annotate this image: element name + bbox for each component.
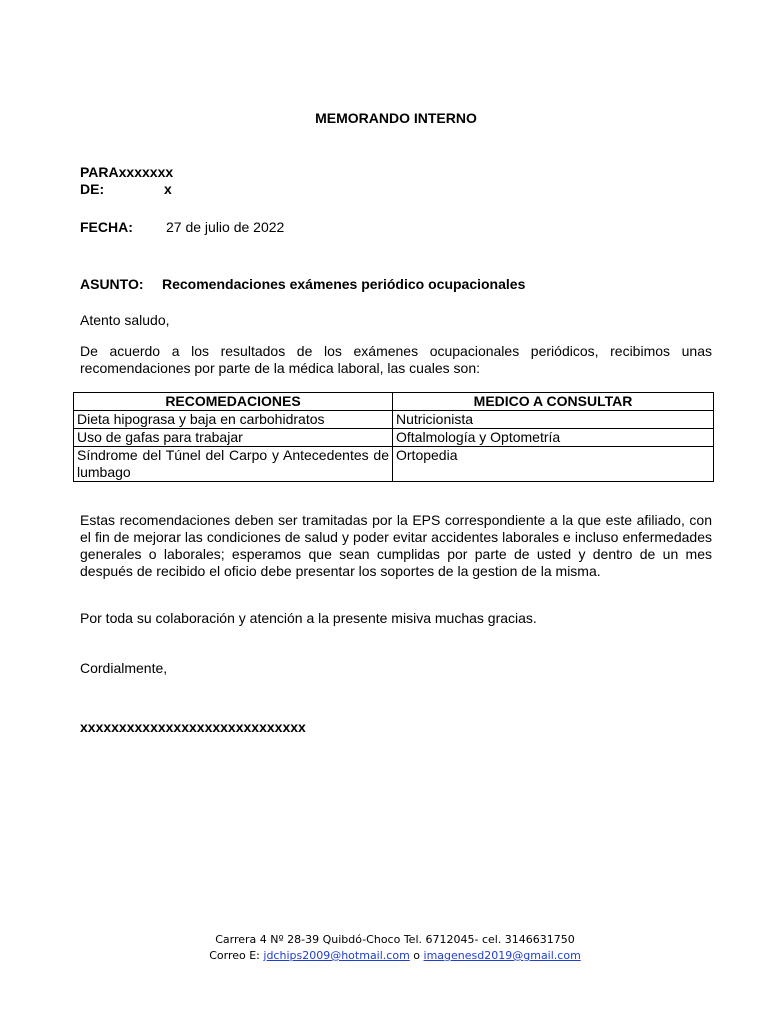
body-paragraph-2: Por toda su colaboración y atención a la presente misiva muchas gracias.	[80, 610, 537, 626]
email-link-hotmail[interactable]: jdchips2009@hotmail.com	[263, 949, 410, 962]
de-field	[80, 181, 172, 197]
para-value: xxxxxxx	[118, 164, 174, 180]
closing: Cordialmente,	[80, 660, 168, 676]
header-doctor: MEDICO A CONSULTAR	[393, 393, 714, 411]
doctor-cell: Ortopedia	[393, 447, 714, 482]
fecha-value: 27 de julio de 2022	[166, 219, 285, 235]
doctor-cell: Oftalmología y Optometría	[393, 429, 714, 447]
asunto-field	[80, 276, 525, 292]
footer-or: o	[409, 949, 424, 962]
table-row	[74, 429, 714, 447]
footer-contact	[0, 948, 768, 964]
de-value: x	[164, 181, 172, 197]
fecha-label: FECHA:	[80, 219, 133, 235]
asunto-label: ASUNTO:	[80, 276, 144, 292]
de-label: DE:	[80, 181, 105, 197]
recommendation-cell: Uso de gafas para trabajar	[74, 429, 393, 447]
table-header-row	[74, 393, 714, 411]
para-field	[80, 164, 173, 180]
table-row	[74, 447, 714, 482]
email-link-gmail[interactable]: imagenesd2019@gmail.com	[423, 949, 581, 962]
doctor-cell: Nutricionista	[393, 411, 714, 429]
fecha-field	[80, 219, 284, 235]
asunto-value: Recomendaciones exámenes periódico ocupacionales	[162, 276, 526, 292]
footer-email-label: Correo E:	[209, 949, 264, 962]
footer-address: Carrera 4 Nº 28-39 Quibdó-Choco Tel. 6712045- cel. 3146631750	[215, 933, 575, 946]
recommendation-cell: Síndrome del Túnel del Carpo y Antecedentes de lumbago	[74, 447, 393, 482]
greeting: Atento saludo,	[80, 312, 170, 328]
memo-title: MEMORANDO INTERNO	[315, 110, 477, 126]
footer	[0, 932, 768, 964]
para-label: PARA	[80, 164, 119, 180]
intro-paragraph: De acuerdo a los resultados de los exámenes ocupacionales periódicos, recibimos unas recomendaciones por parte de la médica laboral, las cuales son:	[80, 343, 712, 376]
header-recommendations: RECOMEDACIONES	[74, 393, 393, 411]
recommendations-table	[73, 392, 714, 482]
body-paragraph-1: Estas recomendaciones deben ser tramitadas por la EPS correspondiente a la que este afiliado, con el fin de mejorar las condiciones de salud y poder evitar accidentes laborales e incluso enfermedades generales o laborales; esperamos que sean cumplidas por parte de usted y dentro de un mes después de recibido el oficio debe presentar los soportes de la gestion de la misma.	[80, 512, 712, 579]
table-row	[74, 411, 714, 429]
recommendation-cell: Dieta hipograsa y baja en carbohidratos	[74, 411, 393, 429]
signature: xxxxxxxxxxxxxxxxxxxxxxxxxxxxx	[80, 719, 306, 735]
